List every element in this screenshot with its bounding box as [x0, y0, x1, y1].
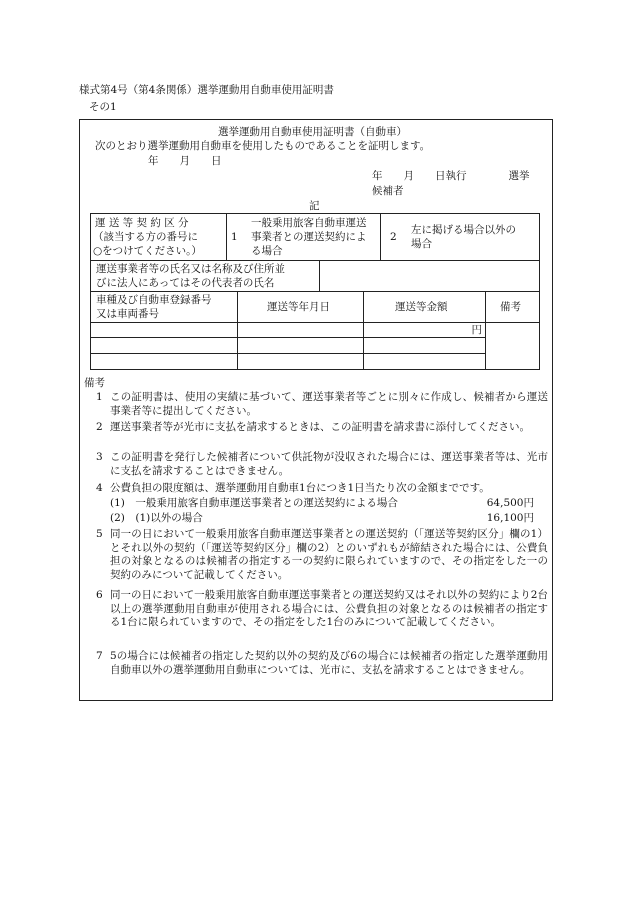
contract-option-1-line-3: る場合 — [251, 245, 283, 257]
contract-option-1-line-2: 事業者との運送契約によ — [251, 231, 367, 243]
limit-item-2 — [110, 512, 534, 526]
operator-value-cell[interactable] — [319, 260, 540, 292]
note-text: この証明書は、使用の実績に基づいて、運送事業者等ごとに別々に作成し、候補者から運送事業者等に提出してください。 — [110, 391, 548, 417]
note-text: 5の場合には候補者の指定した契約以外の契約及び6の場合には候補者の指定した選挙運動用自動車以外の選挙運動用自動車については、光市に、支払を請求することはできません。 — [110, 650, 548, 676]
contract-option-2-line-1: 左に掲げる場合以外の — [411, 224, 516, 236]
limit-item-2-amount: 16,100円 — [486, 512, 534, 524]
note-item-3 — [96, 451, 548, 478]
remarks-column-header — [485, 291, 540, 323]
ki-label: 記 — [309, 200, 320, 212]
vehicle-column-header-1: 車種及び自動車登録番号 — [96, 294, 212, 306]
contract-type-label-cell — [90, 213, 227, 261]
contract-type-label-1: 運 送 等 契 約 区 分 — [95, 217, 189, 229]
amount-column-header — [363, 291, 486, 323]
note-number: 1 — [96, 391, 103, 403]
contract-type-label-3: ○をつけてください。） — [93, 245, 202, 257]
note-number: 3 — [96, 451, 103, 463]
note-text: 同一の日において一般乗用旅客自動車運送事業者との運送契約又はそれ以外の契約により2台以上の選挙運動用自動車が使用される場合には、公費負担の対象となるのは候補者の指定する1台に限られていますので、その指定をした1台のみについて記載してください。 — [110, 589, 548, 628]
certificate-statement: 次のとおり選挙運動用自動車を使用したものであることを証明します。 — [95, 140, 431, 152]
contract-option-2-number: 2 — [390, 231, 397, 243]
note-text: 公費負担の限度額は、選挙運動用自動車1台につき1日当たり次の金額までです。 — [110, 482, 490, 494]
note-number: 7 — [96, 650, 103, 662]
vehicle-cell-row-2[interactable] — [90, 337, 238, 354]
form-title: 様式第4号（第4条関係）選挙運動用自動車使用証明書 — [79, 84, 334, 96]
contract-option-1-line-1: 一般乗用旅客自動車運送 — [251, 217, 367, 229]
operator-label-2: びに法人にあってはその代表者の氏名 — [96, 277, 275, 289]
contract-option-2-cell[interactable] — [380, 213, 540, 261]
amount-cell-row-1[interactable] — [363, 322, 486, 338]
yen-unit: 円 — [471, 324, 482, 336]
date-column-header-text: 運送等年月日 — [267, 301, 330, 313]
note-item-7 — [96, 650, 548, 677]
limit-item-1-amount: 64,500円 — [486, 497, 534, 509]
contract-option-1-cell[interactable] — [226, 213, 381, 261]
amount-column-header-text: 運送等金額 — [395, 301, 448, 313]
date-cell-row-2[interactable] — [237, 337, 364, 354]
vehicle-cell-row-1[interactable] — [90, 322, 238, 338]
remarks-column-header-text: 備考 — [500, 301, 521, 313]
form-part: その1 — [89, 101, 117, 113]
note-item-4 — [96, 482, 548, 496]
note-text: 運送事業者等が光市に支払を請求するときは、この証明書を請求書に添付してください。 — [110, 421, 530, 433]
vehicle-column-header — [90, 291, 238, 323]
note-text: この証明書を発行した候補者について供託物が没収された場合には、運送事業者等は、光市に支払を請求することはできません。 — [110, 451, 548, 477]
issue-date-line: 年 月 日 — [148, 155, 222, 167]
note-number: 5 — [96, 528, 103, 540]
notes-heading: 備考 — [84, 377, 105, 389]
contract-type-label-2: （該当する方の番号に — [93, 231, 198, 243]
contract-option-1-number: 1 — [231, 231, 238, 243]
limit-item-1-label: (1) 一般乗用旅客自動車運送事業者との運送契約による場合 — [110, 497, 398, 509]
limit-item-1 — [110, 497, 534, 511]
remarks-cell[interactable] — [485, 322, 540, 370]
date-cell-row-1[interactable] — [237, 322, 364, 338]
note-item-5 — [96, 528, 548, 582]
date-column-header — [237, 291, 364, 323]
note-number: 2 — [96, 421, 103, 433]
certificate-title: 選挙運動用自動車使用証明書（自動車） — [218, 126, 407, 138]
operator-label-1: 運送事業者等の氏名又は名称及び住所並 — [96, 263, 285, 275]
vehicle-column-header-2: 又は車両番号 — [96, 308, 159, 320]
note-text: 同一の日において一般乗用旅客自動車運送事業者との運送契約（「運送等契約区分」欄の1）とそれ以外の契約（「運送等契約区分」欄の2）とのいずれもが締結された場合には、公費負担の対象となるのは候補者の指定する一の契約に限られていますので、その指定をした一の契約のみについて記載してください。 — [110, 528, 548, 581]
note-item-2 — [96, 421, 548, 435]
election-date-line: 年 月 日執行 選挙 — [372, 170, 530, 182]
note-number: 4 — [96, 482, 103, 494]
note-item-1 — [96, 391, 548, 418]
date-cell-row-3[interactable] — [237, 353, 364, 370]
amount-cell-row-3[interactable] — [363, 353, 486, 370]
note-item-6 — [96, 589, 548, 630]
contract-option-2-line-2: 場合 — [411, 238, 432, 250]
operator-label-cell — [90, 260, 320, 292]
candidate-label: 候補者 — [372, 185, 404, 197]
vehicle-cell-row-3[interactable] — [90, 353, 238, 370]
note-number: 6 — [96, 589, 103, 601]
amount-cell-row-2[interactable] — [363, 337, 486, 354]
limit-item-2-label: (2) (1)以外の場合 — [110, 512, 203, 524]
